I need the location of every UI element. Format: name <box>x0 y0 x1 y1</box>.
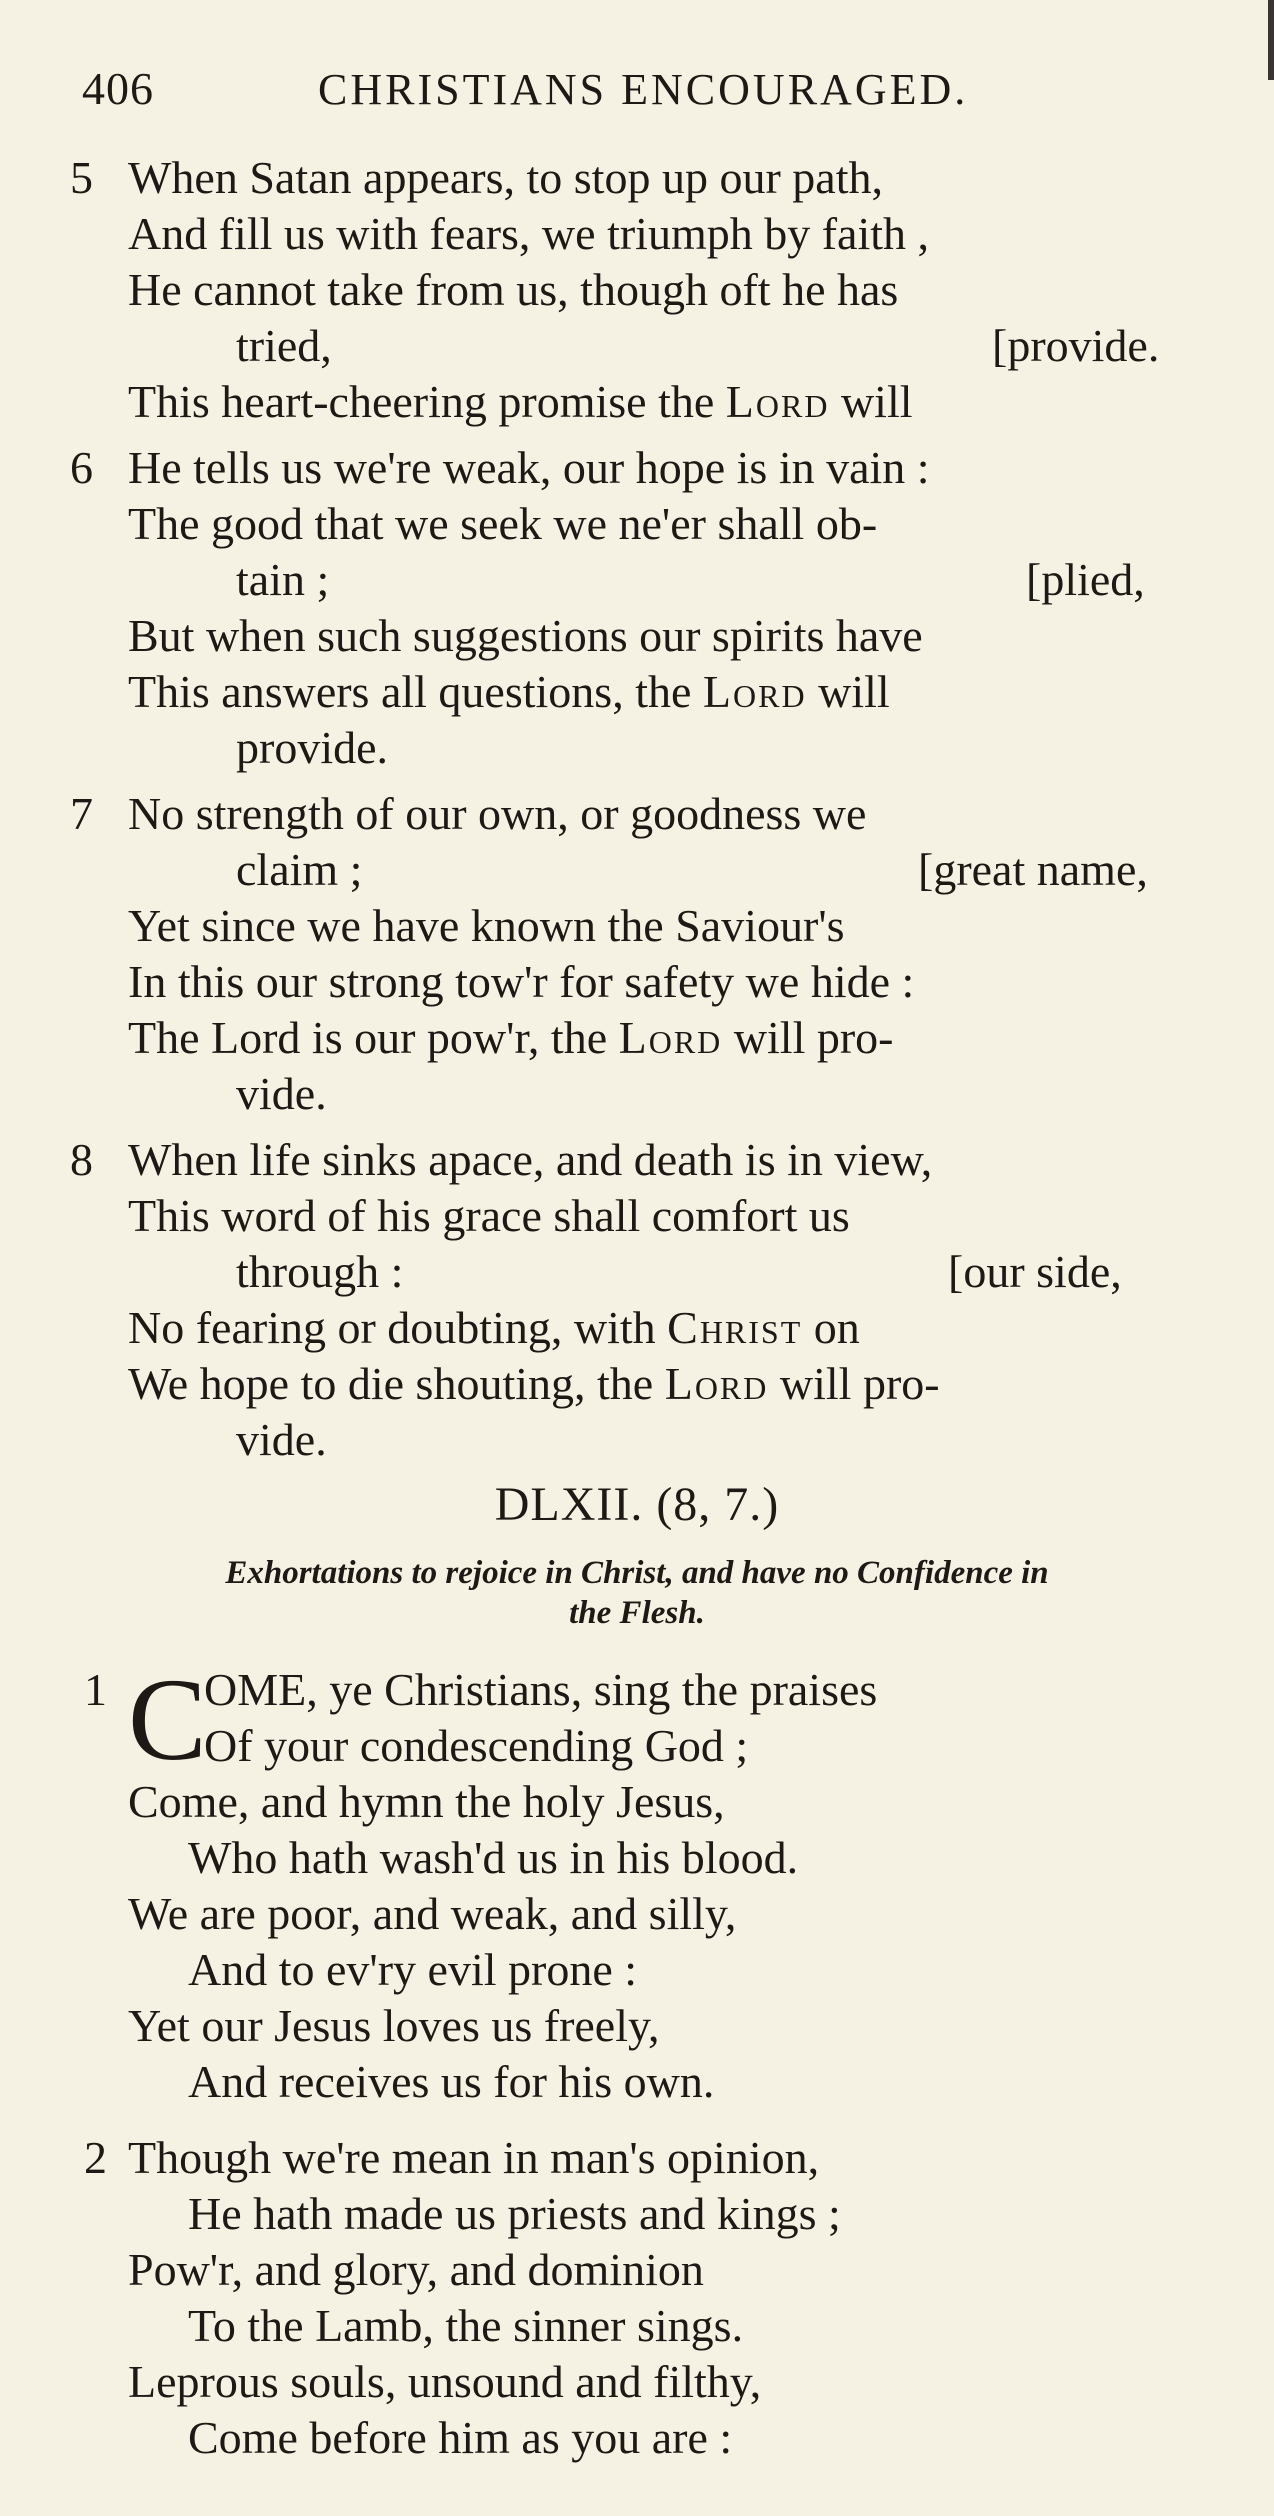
verse-number: 1 <box>84 1664 107 1715</box>
verse-line: This answers all questions, the Lord will <box>128 666 890 717</box>
verse-line: OME, ye Christians, sing the praises <box>204 1664 878 1715</box>
verse-line: He tells us we're weak, our hope is in vain : <box>128 442 930 493</box>
verse-line: Yet our Jesus loves us freely, <box>128 2000 660 2051</box>
verse-line: He cannot take from us, though oft he has <box>128 264 899 315</box>
verse-line: This word of his grace shall comfort us <box>128 1190 850 1241</box>
running-header <box>82 62 1202 122</box>
verse-line: vide. <box>236 1068 327 1119</box>
verse-line: claim ; <box>236 844 363 895</box>
verse-line: But when such suggestions our spirits have <box>128 610 923 661</box>
verse-number: 2 <box>84 2132 107 2183</box>
divine-name: Christ <box>667 1302 803 1353</box>
verse-line: Who hath wash'd us in his blood. <box>188 1832 799 1883</box>
divine-name: Lord <box>725 376 830 427</box>
hymn-subtitle: Exhortations to rejoice in Christ, and have no Confidence in <box>225 1555 1049 1591</box>
verse-line: Pow'r, and glory, and dominion <box>128 2244 704 2295</box>
verse-number: 6 <box>70 442 93 493</box>
page-edge <box>1268 0 1274 80</box>
verse-line: No strength of our own, or goodness we <box>128 788 867 839</box>
verse-line: Come, and hymn the holy Jesus, <box>128 1776 725 1827</box>
verse-line: tain ; <box>236 554 330 605</box>
verse-line: He hath made us priests and kings ; <box>188 2188 841 2239</box>
divine-name: Lord <box>618 1012 723 1063</box>
bracket-turnover: [our side, <box>948 1246 1122 1297</box>
verse-number: 5 <box>70 152 93 203</box>
verse-line: No fearing or doubting, with Christ on <box>128 1302 860 1353</box>
running-title: CHRISTIANS ENCOURAGED. <box>318 65 969 114</box>
verse-line: And receives us for his own. <box>188 2056 715 2107</box>
verse-line: Come before him as you are : <box>188 2412 733 2463</box>
verse-line: When life sinks apace, and death is in view, <box>128 1134 933 1185</box>
divine-name: Lord <box>664 1358 769 1409</box>
verse-line: Though we're mean in man's opinion, <box>128 2132 820 2183</box>
verse-line: through : <box>236 1246 404 1297</box>
verse-line: tried, <box>236 320 332 371</box>
verse-line: Yet since we have known the Saviour's <box>128 900 845 951</box>
verse-line: Leprous souls, unsound and filthy, <box>128 2356 762 2407</box>
verse-line: Of your condescending God ; <box>204 1720 749 1771</box>
verse-line: The Lord is our pow'r, the Lord will pro- <box>128 1012 894 1063</box>
verse-number: 7 <box>70 788 93 839</box>
bracket-turnover: [plied, <box>1026 554 1145 605</box>
divine-name: Lord <box>702 666 807 717</box>
verse-line: And fill us with fears, we triumph by faith , <box>128 208 930 259</box>
verse-line: And to ev'ry evil prone : <box>188 1944 638 1995</box>
bracket-turnover: [provide. <box>992 320 1160 371</box>
hymn-number: DLXII. (8, 7.) <box>494 1478 780 1531</box>
verse-line: We hope to die shouting, the Lord will pro- <box>128 1358 940 1409</box>
verse-line: When Satan appears, to stop up our path, <box>128 152 883 203</box>
bracket-turnover: [great name, <box>918 844 1148 895</box>
page-number: 406 <box>82 63 154 114</box>
verse-line: To the Lamb, the sinner sings. <box>188 2300 744 2351</box>
verse-line: We are poor, and weak, and silly, <box>128 1888 737 1939</box>
verse-line: The good that we seek we ne'er shall ob- <box>128 498 878 549</box>
verse-line: vide. <box>236 1414 327 1465</box>
verse-line: provide. <box>236 722 389 773</box>
hymn-subtitle: the Flesh. <box>569 1595 705 1631</box>
verse-line: In this our strong tow'r for safety we hide : <box>128 956 915 1007</box>
verse-line: This heart-cheering promise the Lord will <box>128 376 913 427</box>
verse-number: 8 <box>70 1134 93 1185</box>
drop-cap: C <box>128 1654 207 1785</box>
